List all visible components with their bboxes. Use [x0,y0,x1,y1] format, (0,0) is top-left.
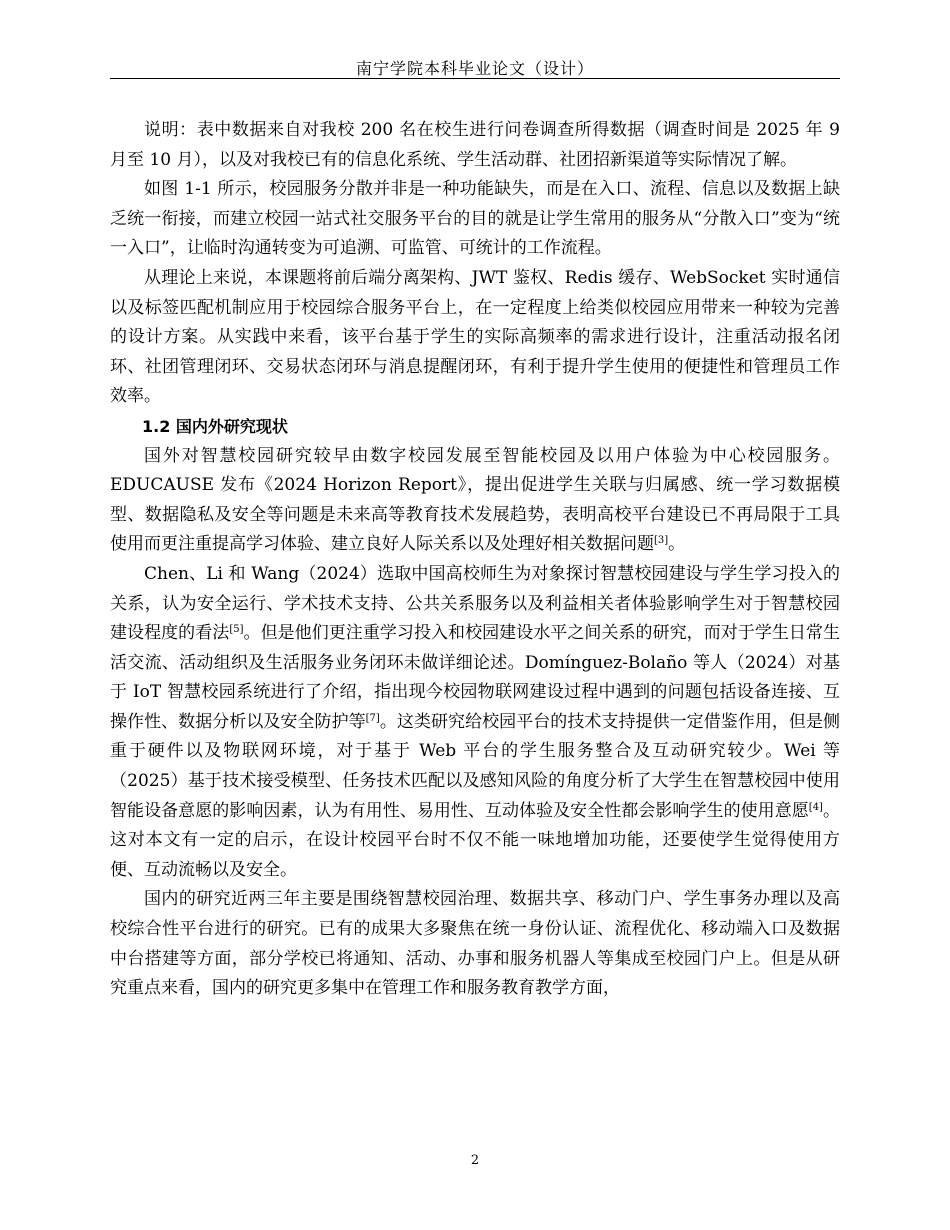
citation: [5] [229,624,244,636]
paragraph-significance: 从理论上来说，本课题将前后端分离架构、JWT 鉴权、Redis 缓存、WebSocket 实时通信以及标签匹配机制应用于校园综合服务平台上，在一定程度上给类似校园应用带来一种较为完善的设计方案。从实践中来看，该平台基于学生的实际高频率的需求进行设计，注重活动报名闭环、社团管理闭环、交易状态闭环与消息提醒闭环，有利于提升学生使用的便捷性和管理员工作效率。 [110,267,840,407]
paragraph-figure-description: 如图 1-1 所示，校园服务分散并非是一种功能缺失，而是在入口、流程、信息以及数据上缺乏统一衔接，而建立校园一站式社交服务平台的目的就是让学生常用的服务从“分散入口”变为“统一入口”，让临时沟通转变为可追溯、可监管、可统计的工作流程。 [110,179,840,259]
paragraph-foreign-research [110,442,840,560]
paragraph-text: 。但是他们更注重学习投入和校园建设水平之间关系的研究，而对于学生日常生活交流、活动组织及生活服务业务闭环未做详细论述。Domínguez-Bolaño 等人（2024）对基于 IoT 智慧校园系统进行了介绍，指出现今校园物联网建设过程中遇到的问题包括设备连接、互操作性、数据分析以及安全防护等 [110,623,841,732]
citation: [3] [654,535,669,547]
paragraph-domestic-research: 国内的研究近两三年主要是围绕智慧校园治理、数据共享、移动门户、学生事务办理以及高校综合性平台进行的研究。已有的成果大多聚焦在统一身份认证、流程优化、移动端入口及数据中台搭建等方面，部分学校已将通知、活动、办事和服务机器人等集成至校园门户上。但是从研究重点来看，国内的研究更多集中在管理工作和服务教育教学方面， [110,889,840,999]
body-text [110,116,840,1004]
paragraph-text: 。这类研究给校园平台的技术支持提供一定借鉴作用，但是侧重于硬件以及物联网环境，对于基于 Web 平台的学生服务整合及互动研究较少。Wei 等（2025）基于技术接受模型、任务技术匹配以及感知风险的角度分析了大学生在智慧校园中使用智能设备意愿的影响因素，认为有用性、易用性、互动体验及安全性都会影响学生的使用意愿 [110,711,841,821]
paragraph-text: 。 [668,534,686,555]
paragraph-related-studies [110,560,840,886]
paragraph-text: 国外对智慧校园研究较早由数字校园发展至智能校园及以用户体验为中心校园服务。EDUCAUSE 发布《2024 Horizon Report》，提出促进学生关联与归属感、统一学习数据模型、数据隐私及安全等问题是未来高等教育技术发展趋势，表明高校平台建设已不再局限于工具使用而更注重提高学习体验、建立良好人际关系以及处理好相关数据问题 [110,445,840,555]
header-rule [110,78,840,79]
citation: [7] [365,712,380,724]
page-number: 2 [470,1153,480,1168]
paragraph-note: 说明：表中数据来自对我校 200 名在校生进行问卷调查所得数据（调查时间是 2025 年 9 月至 10 月），以及对我校已有的信息化系统、学生活动群、社团招新渠道等实际情况了解。 [110,120,840,170]
citation: [4] [808,801,823,813]
paragraph-text: Chen、Li 和 Wang（2024）选取中国高校师生为对象探讨智慧校园建设与学生学习投入的关系，认为安全运行、学术技术支持、公共关系服务以及利益相关者体验影响学生对于智慧校园建设程度的看法 [110,563,840,644]
running-header: 南宁学院本科毕业论文（设计） [355,59,594,78]
paragraph-text: 。这对本文有一定的启示，在设计校园平台时不仅不能一味地增加功能，还要使学生觉得使用方便、互动流畅以及安全。 [110,800,841,880]
section-heading: 1.2 国内外研究现状 [142,416,288,436]
